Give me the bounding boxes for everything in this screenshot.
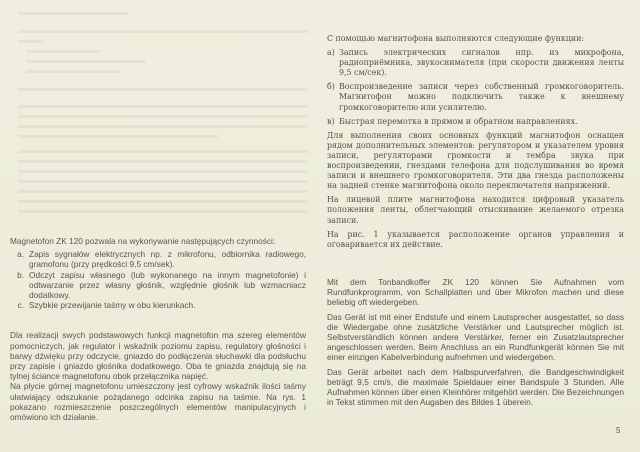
russian-paragraph: На лицевой плите магнитофона находится цифровый указатель положения ленты, облегчающий отыскивание желаемого отрезка записи. [327, 195, 624, 225]
russian-list-item [327, 48, 624, 78]
list-text: Быстрая перемотка в прямом и обратном направлениях. [339, 116, 578, 126]
russian-intro: С помощью магнитофона выполняются следующие функции: [327, 34, 585, 43]
polish-paragraph: Na płycie górnej magnetofonu umieszczony jest cyfrowy wskaźnik ilości taśmy ułatwiający odszukanie pożądanego odcinka zapisu na taśmie. Na rys. 1 pokazano rozmieszczenie poszczególnych elementów manipulacyjnych i omówiono ich działanie. [10, 381, 306, 423]
german-section [327, 277, 624, 407]
polish-paragraph: Dla realizacji swych podstawowych funkcji magnetofon ma szereg elementów pomocniczych, jak regulator i wskaźnik poziomu zapisu, regulatory głośności i barwy dźwięku przy odczycie, gniazdo do podłączenia słuchawki dla podsłuchu przy zapisie i gniazdo głośnika dodatkowego. Oba te gniazda znajdują się na tylnej ściance magnetofonu obok przełącznika napięć. [10, 330, 306, 382]
list-text: Odczyt zapisu własnego (lub wykonanego na innym magnetofonie) i odtwarzanie przez własny głośnik, względnie głośnik lub wzmacniacz dodatkowy. [29, 269, 306, 301]
polish-list-item [10, 270, 306, 301]
list-label: b. [17, 269, 24, 280]
russian-list-item [327, 117, 624, 127]
german-paragraph: Mit dem Tonbandkoffer ZK 120 können Sie Aufnahmen vom Rundfunkprogramm, von Schallplatten und über Mikrofon machen und diese beliebig oft wiedergeben. [327, 277, 624, 308]
russian-paragraph: Для выполнения своих основных функций магнитофон оснащен рядом дополнительных элементов: регулятором и указателем уровня записи, регуляторами громкости и тембра звука при воспроизведении, гнездами телефона для подслушивания во время записи и внешнего громкоговорителя. Эти два гнезда расположены на задней стенке магнитофона около переключателя напряжений. [327, 130, 624, 191]
list-label: б) [327, 82, 335, 92]
list-text: Воспроизведение записи через собственный громкоговоритель. Магнитофон можно подключить также к внешнему громкоговорителю или усилителю. [339, 82, 624, 112]
german-paragraph: Das Gerät ist mit einer Endstufe und einem Lautsprecher ausgestattet, so dass die Wiedergabe ohne zusätzliche Verstärker und Lautsprecher möglich ist. Selbstverständlich können andere Verstärker, ferner ein Zusatzlautsprecher angeschlossen werden. Beim Anschluss an ein Rundfunkgerät können Sie mit einer einzigen Kabelverbindung aufnehmen und wiedergeben. [327, 311, 624, 363]
page-number: 5 [616, 426, 621, 435]
reverse-page-bleed-through [0, 0, 320, 230]
list-label: c. [17, 300, 24, 311]
polish-list-item [10, 249, 306, 269]
polish-intro: Magnetofon ZK 120 pozwala na wykonywanie następujących czynności: [10, 236, 276, 246]
russian-paragraph: На рис. 1 указывается расположение органов управления и оговаривается их действие. [327, 229, 624, 249]
russian-list-item [327, 82, 624, 112]
list-text: Zapis sygnałów elektrycznych np. z mikrofonu, odbiornika radiowego, gramofonu (przy prędkości 9,5 cm/sek). [29, 249, 306, 270]
list-text: Запись электрических сигналов нпр. из микрофона, радиоприёмника, звукоснимателя (при скорости движения ленты 9,5 см/сек). [339, 48, 624, 78]
polish-list-item [10, 300, 306, 310]
list-label: в) [327, 116, 335, 126]
german-paragraph: Das Gerät arbeitet nach dem Halbspurverfahren, die Bandgeschwindigkeit beträgt 9,5 cm/s, die maximale Spieldauer einer Bandspule 3 Stunden. Alle Aufnahmen können über einen Kleinhörer mitgehört werden. Die Bezeichnungen in Tekst stimmen mit den Augaben des Bildes 1 überein. [327, 366, 624, 408]
russian-section [327, 34, 624, 250]
polish-section [10, 236, 306, 422]
list-label: a. [17, 249, 24, 260]
list-label: а) [327, 48, 335, 58]
list-text: Szybkie przewijanie taśmy w obu kierunkach. [29, 300, 196, 311]
